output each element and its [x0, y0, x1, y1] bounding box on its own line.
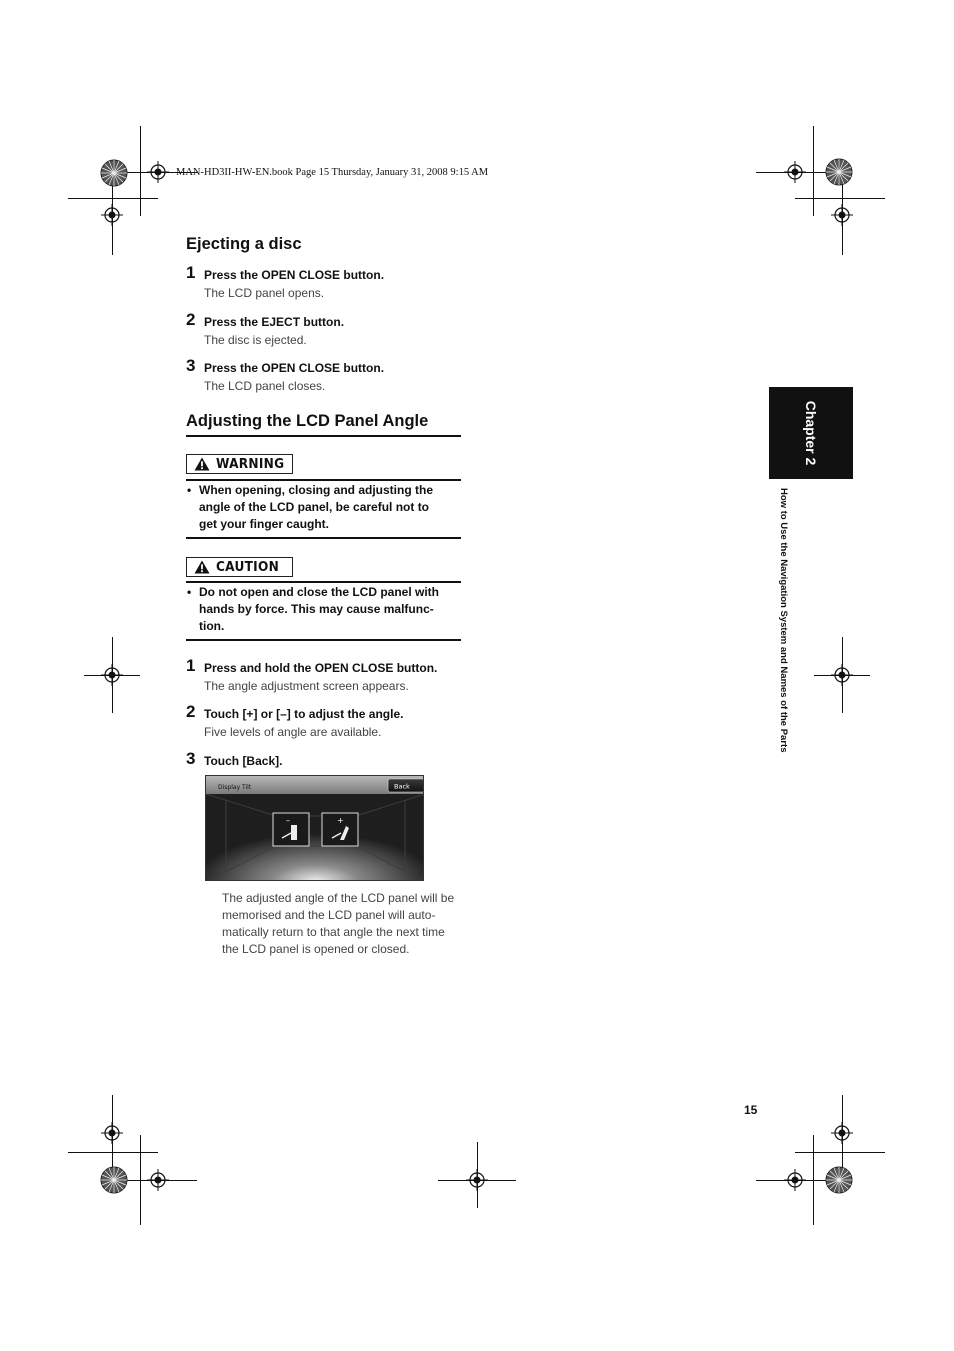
display-tilt-screen: [206, 776, 424, 881]
bullet: •: [187, 585, 192, 599]
minus-label: –: [286, 816, 290, 825]
step-instruction: Press the OPEN CLOSE button.: [204, 268, 385, 282]
bullet: •: [187, 483, 192, 497]
step-number: 3: [186, 749, 196, 768]
warning-badge: [186, 454, 293, 474]
title-underline: [186, 435, 461, 437]
note-line: memorised and the LCD panel will auto-: [222, 908, 436, 922]
caution-badge: [186, 557, 293, 577]
warning-line: get your finger caught.: [199, 517, 330, 531]
section-title-ejecting: Ejecting a disc: [186, 235, 302, 253]
step-number: 3: [186, 356, 196, 375]
chapter-tab: [769, 387, 853, 479]
display-tilt-screenshot: [205, 775, 424, 881]
caution-rule-bottom: [186, 639, 461, 641]
page-number: 15: [744, 1103, 758, 1117]
step-number: 2: [186, 702, 196, 721]
file-header: MAN-HD3II-HW-EN.book Page 15 Thursday, January 31, 2008 9:15 AM: [176, 167, 489, 178]
step-result: The angle adjustment screen appears.: [204, 679, 409, 693]
back-button[interactable]: [388, 779, 424, 792]
step-number: 1: [186, 656, 196, 675]
caution-line: Do not open and close the LCD panel with: [199, 585, 440, 599]
note-line: matically return to that angle the next time: [222, 925, 445, 939]
caution-line: tion.: [199, 619, 225, 633]
chapter-label: Chapter 2: [803, 400, 819, 466]
caution-label: CAUTION: [216, 559, 280, 575]
warning-rule-top: [186, 479, 461, 481]
screen-title: Display Tilt: [218, 784, 252, 791]
step-instruction: Press and hold the OPEN CLOSE button.: [204, 661, 438, 675]
caution-rule-top: [186, 581, 461, 583]
tilt-minus-button[interactable]: [273, 813, 309, 846]
note-line: The adjusted angle of the LCD panel will be: [222, 891, 455, 905]
step-number: 1: [186, 263, 196, 282]
note-paragraph: [222, 890, 454, 958]
step-number: 2: [186, 310, 196, 329]
warning-rule-bottom: [186, 537, 461, 539]
step-result: Five levels of angle are available.: [204, 725, 382, 739]
tilt-plus-button[interactable]: [322, 813, 358, 846]
chapter-caption: How to Use the Navigation System and Names of the Parts: [778, 488, 789, 753]
step-instruction: Touch [Back].: [204, 754, 283, 768]
caution-line: hands by force. This may cause malfunc-: [199, 602, 434, 616]
note-line: the LCD panel is opened or closed.: [222, 942, 410, 956]
warning-label: WARNING: [216, 456, 285, 472]
warning-line: angle of the LCD panel, be careful not to: [199, 500, 430, 514]
step-instruction: Press the EJECT button.: [204, 315, 345, 329]
back-label: Back: [394, 782, 410, 791]
step-result: The LCD panel closes.: [204, 379, 326, 393]
plus-label: +: [337, 816, 344, 825]
step-instruction: Touch [+] or [–] to adjust the angle.: [204, 707, 404, 721]
section-title-adjusting: Adjusting the LCD Panel Angle: [186, 412, 429, 430]
warning-line: When opening, closing and adjusting the: [199, 483, 433, 497]
caution-triangle-icon: [194, 560, 210, 574]
step-result: The LCD panel opens.: [204, 286, 325, 300]
step-result: The disc is ejected.: [204, 333, 307, 347]
warning-triangle-icon: [194, 457, 210, 471]
step-instruction: Press the OPEN CLOSE button.: [204, 361, 385, 375]
